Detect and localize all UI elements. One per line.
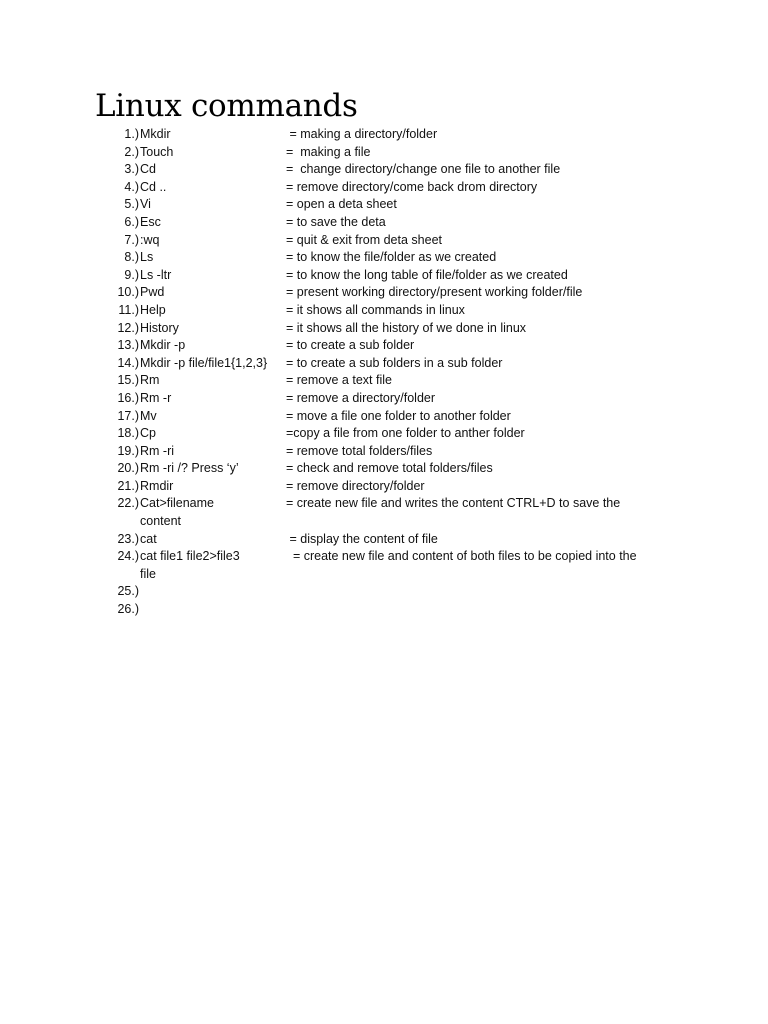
- command-description: = making a file: [286, 144, 371, 159]
- command-name: Rm -ri /? Press ‘y’: [140, 461, 239, 476]
- command-name: Mkdir -p file/file1{1,2,3}: [140, 355, 268, 370]
- command-name: Rm -ri: [140, 443, 175, 458]
- command-description: = remove directory/come back drom directory: [286, 179, 538, 194]
- command-description: = move a file one folder to another folder: [286, 408, 511, 423]
- command-list: [110, 126, 670, 619]
- command-description: = to know the file/folder as we created: [286, 250, 497, 265]
- command-description: = remove a text file: [286, 373, 392, 388]
- list-item-number: 14.): [117, 355, 139, 370]
- list-item: [110, 531, 670, 549]
- list-item-number: 23.): [117, 531, 139, 546]
- list-item: [110, 320, 670, 338]
- command-description: = create new file and content of both files to be copied into the: [286, 549, 637, 564]
- list-item-number: 4.): [124, 179, 139, 194]
- list-item-number: 10.): [117, 285, 139, 300]
- command-description: = display the content of file: [286, 531, 438, 546]
- list-item-number: 6.): [124, 214, 139, 229]
- command-name: Pwd: [140, 285, 165, 300]
- command-name: History: [140, 320, 179, 335]
- list-item: [110, 460, 670, 478]
- list-item: [110, 249, 670, 267]
- list-item: [110, 372, 670, 390]
- list-item: [110, 390, 670, 408]
- command-description: = present working directory/present working folder/file: [286, 285, 583, 300]
- list-item: [110, 583, 670, 601]
- list-item: [110, 196, 670, 214]
- list-item-number: 15.): [117, 373, 139, 388]
- command-name: Cd: [140, 162, 156, 177]
- list-item: [110, 478, 670, 496]
- list-item-number: 11.): [118, 302, 139, 317]
- list-item: [110, 161, 670, 179]
- list-item: [110, 126, 670, 144]
- list-item: [110, 267, 670, 285]
- list-item: [110, 284, 670, 302]
- list-item-number: 18.): [117, 426, 139, 441]
- command-description: = change directory/change one file to another file: [286, 162, 561, 177]
- command-description: = check and remove total folders/files: [286, 461, 493, 476]
- command-description: = create new file and writes the content CTRL+D to save the: [286, 496, 621, 511]
- command-name: Cat>filename: [140, 496, 214, 511]
- list-item-number: 24.): [117, 549, 139, 564]
- command-name: Mkdir -p: [140, 338, 186, 353]
- command-name: cat file1 file2>file3: [140, 549, 240, 564]
- list-item-number: 9.): [124, 267, 139, 282]
- list-item: [110, 425, 670, 443]
- list-item: [110, 302, 670, 320]
- command-description: = to create a sub folder: [286, 338, 415, 353]
- command-description: = to know the long table of file/folder as we created: [286, 267, 568, 282]
- command-description: = remove total folders/files: [286, 443, 433, 458]
- command-name: cat: [140, 531, 157, 546]
- command-description: = to create a sub folders in a sub folder: [286, 355, 503, 370]
- command-name: Mkdir: [140, 127, 171, 141]
- list-item: [110, 408, 670, 426]
- command-name: Cd ..: [140, 179, 167, 194]
- command-continuation: content: [140, 514, 182, 529]
- command-name: Cp: [140, 426, 156, 441]
- command-name: Esc: [140, 214, 161, 229]
- list-item: [110, 144, 670, 162]
- list-item-number: 12.): [117, 320, 139, 335]
- list-item-number: 17.): [117, 408, 139, 423]
- list-item-number: 3.): [124, 162, 139, 177]
- list-item: [110, 337, 670, 355]
- command-description: = remove a directory/folder: [286, 390, 436, 405]
- command-name: Touch: [140, 144, 174, 159]
- command-name: Mv: [140, 408, 157, 423]
- command-name: Rmdir: [140, 478, 174, 493]
- list-item: [110, 179, 670, 197]
- command-name: Ls: [140, 250, 154, 265]
- document-title: Linux commands: [95, 88, 358, 124]
- command-description: = to save the deta: [286, 214, 386, 229]
- list-item-number: 1.): [124, 127, 139, 141]
- command-name: Rm: [140, 373, 160, 388]
- command-description: = it shows all the history of we done in linux: [286, 320, 527, 335]
- list-item-number: 16.): [117, 390, 139, 405]
- list-item-number: 20.): [117, 461, 139, 476]
- list-item: [110, 232, 670, 250]
- command-description: = making a directory/folder: [286, 127, 438, 141]
- command-name: Help: [140, 302, 166, 317]
- command-name: Rm -r: [140, 390, 172, 405]
- list-item: [110, 355, 670, 373]
- list-item-number: 8.): [124, 250, 139, 265]
- list-item: [110, 214, 670, 232]
- list-item-number: 21.): [117, 478, 139, 493]
- list-item-number: 26.): [117, 602, 139, 617]
- list-item: [110, 443, 670, 461]
- command-description: = remove directory/folder: [286, 478, 425, 493]
- list-item-number: 19.): [117, 443, 139, 458]
- command-name: Vi: [140, 197, 151, 212]
- list-item: [110, 548, 670, 566]
- list-item-number: 25.): [117, 584, 139, 599]
- list-item: [110, 601, 670, 619]
- command-description: =copy a file from one folder to anther folder: [286, 426, 525, 441]
- list-item-number: 7.): [124, 232, 139, 247]
- command-continuation: file: [140, 566, 156, 581]
- list-item-number: 5.): [124, 197, 139, 212]
- command-description: = open a deta sheet: [286, 197, 397, 212]
- list-item-number: 2.): [124, 144, 139, 159]
- command-description: = it shows all commands in linux: [286, 302, 465, 317]
- command-name: :wq: [140, 232, 160, 247]
- list-item: [110, 495, 670, 513]
- command-name: Ls -ltr: [140, 267, 172, 282]
- list-item-number: 22.): [117, 496, 139, 511]
- list-item-number: 13.): [117, 338, 139, 353]
- command-description: = quit & exit from deta sheet: [286, 232, 442, 247]
